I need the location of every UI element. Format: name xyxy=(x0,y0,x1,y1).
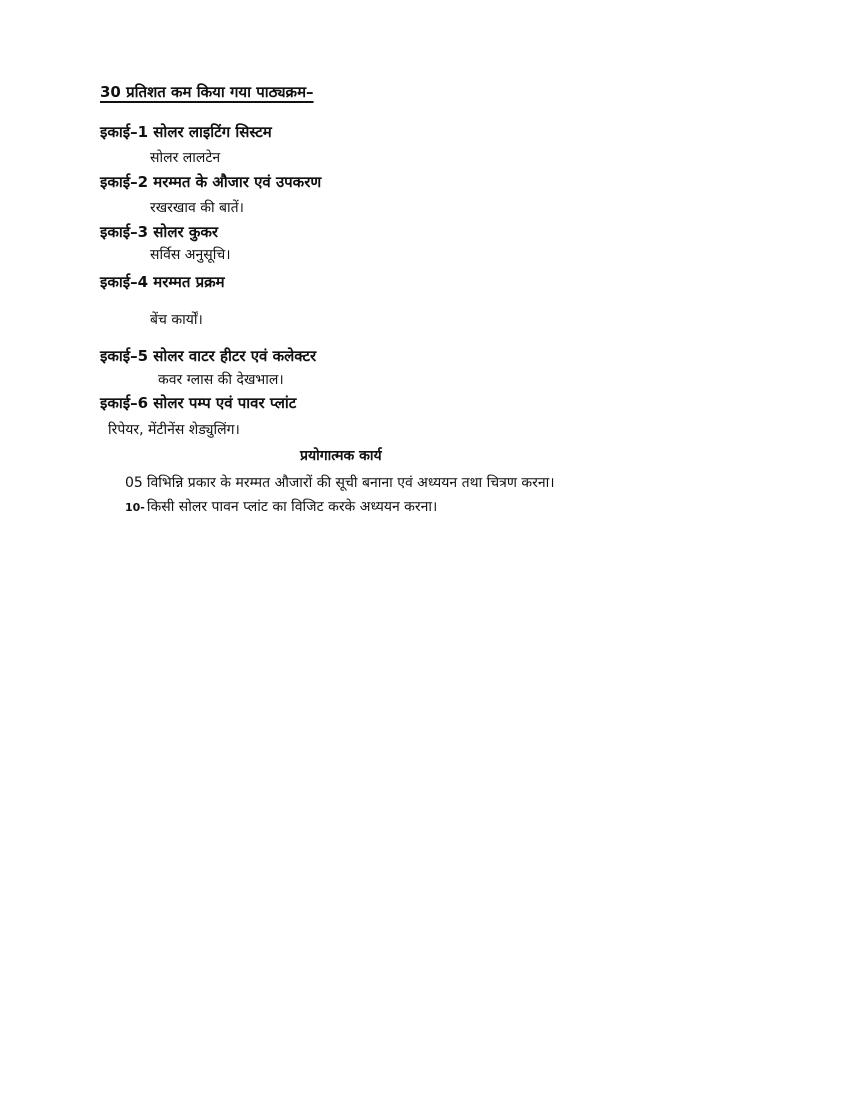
practical-item-text: विभिन्नि प्रकार के मरम्मत औजारों की सूची बनाना एवं अध्ययन तथा चित्रण करना। xyxy=(146,475,555,491)
practical-item-text: किसी सोलर पावन प्लांट का विजिट करके अध्ययन करना। xyxy=(146,499,438,515)
unit-2-content: रखरखाव की बातें। xyxy=(150,200,244,216)
unit-3-content: सर्विस अनुसूचि। xyxy=(150,247,231,263)
unit-1-title: इकाई–1 सोलर लाइटिंग सिस्टम xyxy=(100,123,272,141)
practical-item-number: 10- xyxy=(125,501,145,514)
unit-3-title: इकाई–3 सोलर कुकर xyxy=(100,223,219,241)
unit-6-content: रिपेयर, मेंटीनेंस शेड्युलिंग। xyxy=(108,422,240,438)
unit-6-title: इकाई–6 सोलर पम्प एवं पावर प्लांट xyxy=(100,394,297,412)
practical-item-number: 05 xyxy=(125,475,143,491)
unit-4-title: इकाई–4 मरम्मत प्रक्रम xyxy=(100,273,225,291)
unit-5-content: कवर ग्लास की देखभाल। xyxy=(158,372,284,388)
unit-5-title: इकाई–5 सोलर वाटर हीटर एवं कलेक्टर xyxy=(100,347,317,365)
unit-2-title: इकाई–2 मरम्मत के औजार एवं उपकरण xyxy=(100,173,322,191)
practical-item xyxy=(125,500,437,514)
practical-title: प्रयोगात्मक कार्य xyxy=(300,448,382,464)
unit-4-content: बेंच कार्यों। xyxy=(150,312,203,328)
practical-item xyxy=(125,476,555,490)
unit-1-content: सोलर लालटेन xyxy=(150,150,221,166)
syllabus-heading: 30 प्रतिशत कम किया गया पाठ्यक्रम– xyxy=(100,83,314,101)
